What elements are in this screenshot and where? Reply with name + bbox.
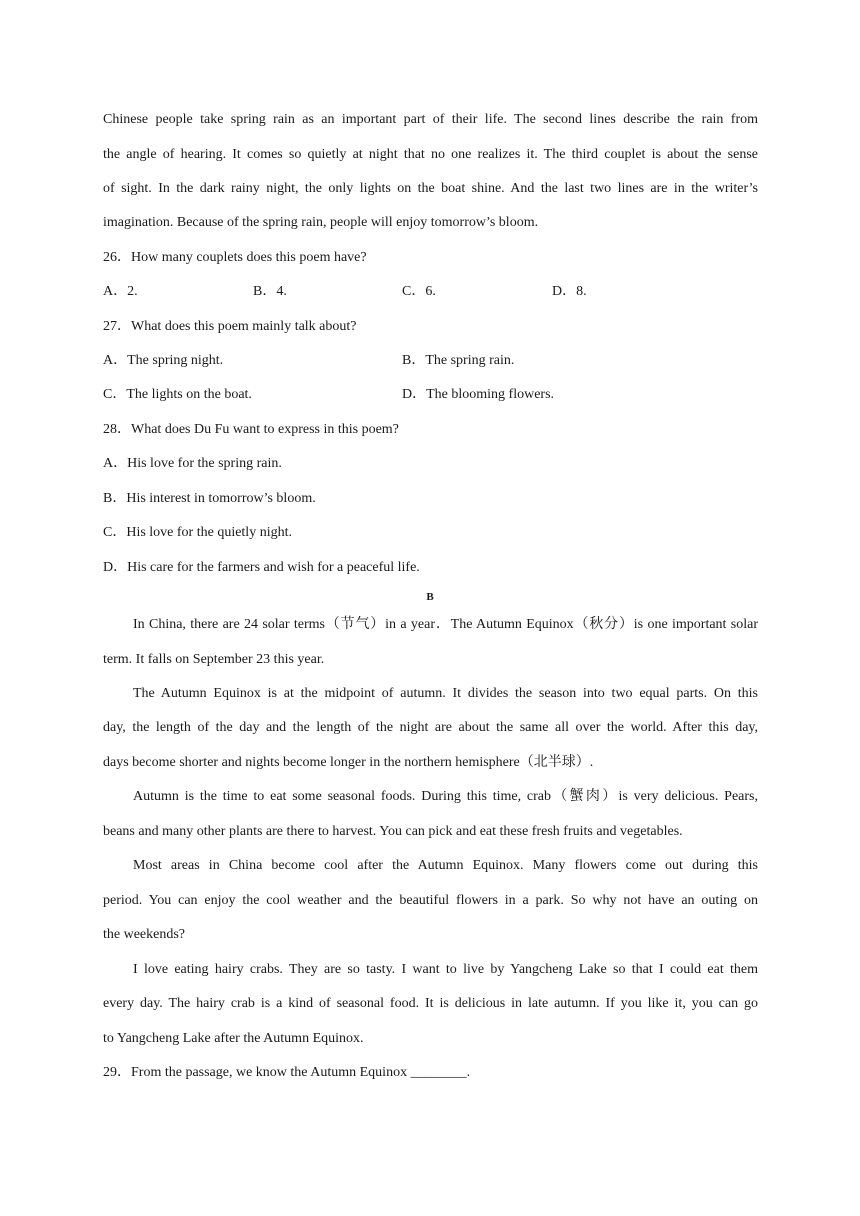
passage-b-p4-line: Most areas in China become cool after the Autumn Equinox. Many flowers come out during this — [133, 858, 758, 873]
passage-b-p5-line: I love eating hairy crabs. They are so tasty. I want to live by Yangcheng Lake so that I could eat them — [133, 962, 758, 977]
question-26-option-d[interactable]: D．8. — [552, 284, 587, 299]
question-26-option-a[interactable]: A．2. — [103, 284, 138, 299]
passage-a-line: of sight. In the dark rainy night, the only lights on the boat shine. And the last two lines are in the writer’s — [103, 181, 758, 196]
passage-b-p5-line: every day. The hairy crab is a kind of seasonal food. It is delicious in late autumn. If you like it, you can go — [103, 996, 758, 1011]
question-28-stem: 28．What does Du Fu want to express in this poem? — [103, 422, 399, 437]
question-28-option-d[interactable]: D．His care for the farmers and wish for a peaceful life. — [103, 560, 420, 575]
passage-b-p4-line: period. You can enjoy the cool weather and the beautiful flowers in a park. So why not have an outing on — [103, 893, 758, 908]
passage-b-p2-line: days become shorter and nights become longer in the northern hemisphere（北半球）. — [103, 755, 594, 770]
question-27-option-c[interactable]: C．The lights on the boat. — [103, 387, 252, 402]
passage-a-line: Chinese people take spring rain as an important part of their life. The second lines describe the rain from — [103, 112, 758, 127]
passage-b-p3-line: Autumn is the time to eat some seasonal foods. During this time, crab（蟹肉）is very delicious. Pears, — [133, 789, 758, 804]
passage-b-p2-line: The Autumn Equinox is at the midpoint of autumn. It divides the season into two equal parts. On this — [133, 686, 758, 701]
question-28-option-c[interactable]: C．His love for the quietly night. — [103, 525, 292, 540]
question-27-option-b[interactable]: B．The spring rain. — [402, 353, 515, 368]
question-29-stem: 29．From the passage, we know the Autumn Equinox ________. — [103, 1065, 471, 1080]
passage-a-line: imagination. Because of the spring rain, people will enjoy tomorrow’s bloom. — [103, 215, 539, 230]
question-26-option-b[interactable]: B．4. — [253, 284, 287, 299]
passage-b-p2-line: day, the length of the day and the length of the night are about the same all over the world. After this day, — [103, 720, 758, 735]
passage-b-p3-line: beans and many other plants are there to harvest. You can pick and eat these fresh fruits and vegetables. — [103, 824, 683, 839]
passage-b-heading: B — [426, 591, 434, 603]
question-27-stem: 27．What does this poem mainly talk about? — [103, 319, 357, 334]
passage-b-p5-line: to Yangcheng Lake after the Autumn Equinox. — [103, 1031, 364, 1046]
question-26-stem: 26．How many couplets does this poem have? — [103, 250, 367, 265]
passage-a-line: the angle of hearing. It comes so quietly at night that no one realizes it. The third couplet is about the sense — [103, 147, 758, 162]
question-26-option-c[interactable]: C．6. — [402, 284, 436, 299]
passage-b-p1-line: In China, there are 24 solar terms（节气）in a year．The Autumn Equinox（秋分）is one important solar — [133, 617, 758, 632]
question-27-option-d[interactable]: D．The blooming flowers. — [402, 387, 555, 402]
passage-b-p4-line: the weekends? — [103, 927, 186, 942]
question-28-option-b[interactable]: B．His interest in tomorrow’s bloom. — [103, 491, 316, 506]
question-28-option-a[interactable]: A．His love for the spring rain. — [103, 456, 282, 471]
passage-b-p1-line: term. It falls on September 23 this year. — [103, 652, 325, 667]
question-27-option-a[interactable]: A．The spring night. — [103, 353, 224, 368]
